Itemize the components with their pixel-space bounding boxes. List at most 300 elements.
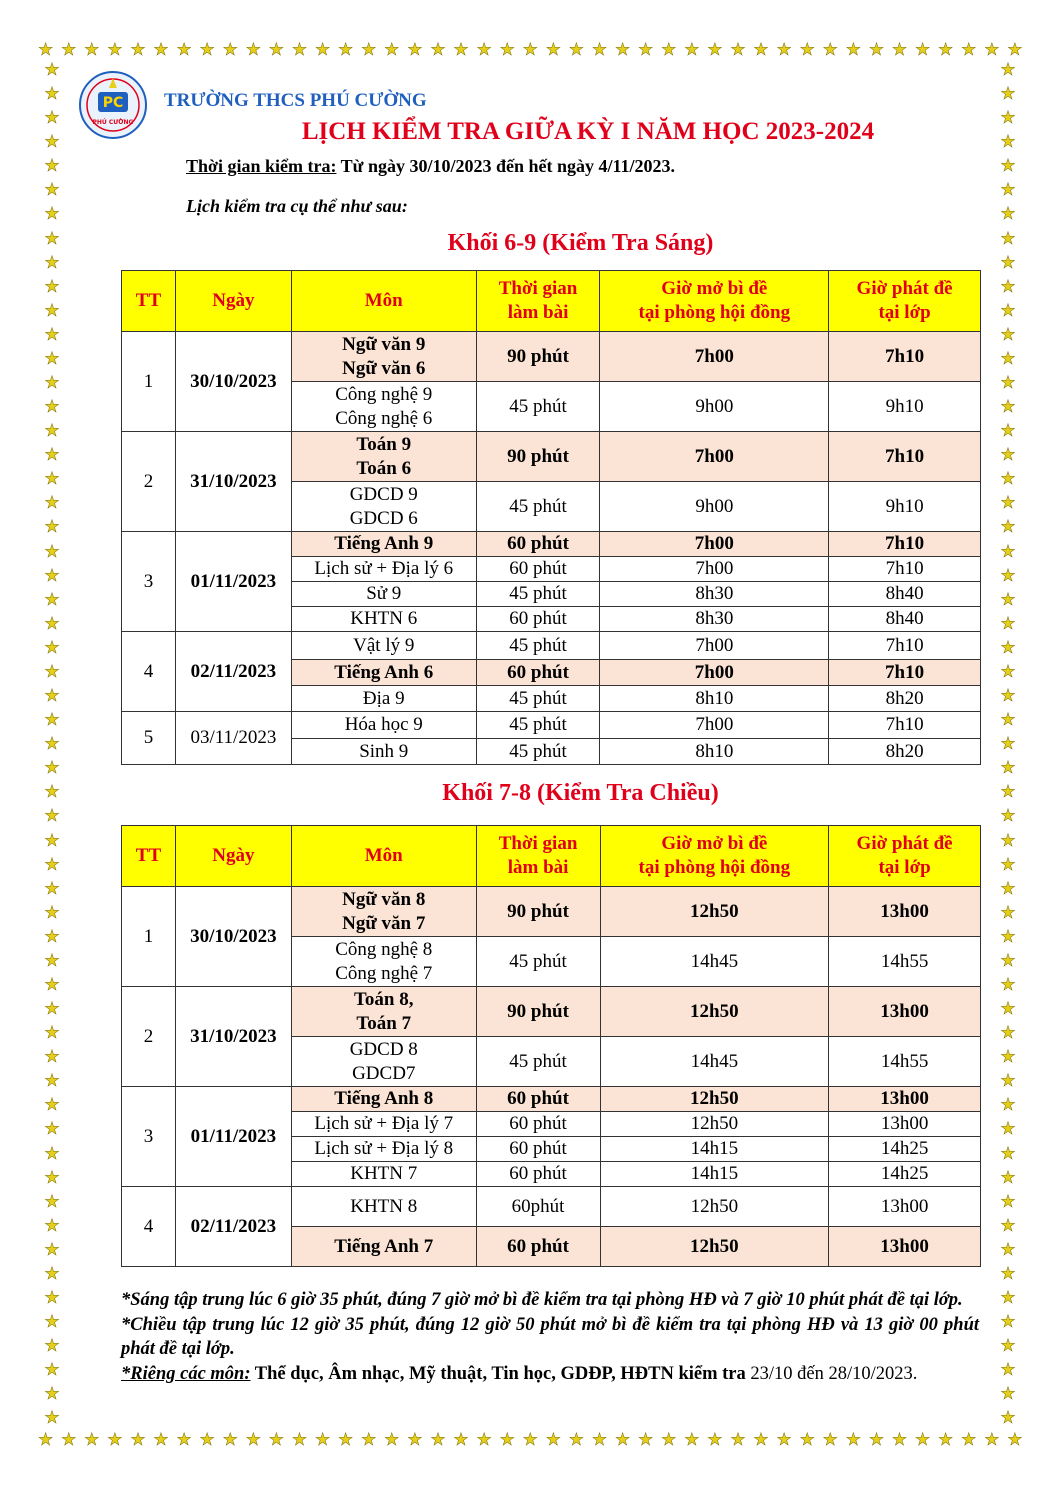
table-row	[122, 887, 981, 937]
cell-duration: 60 phút	[476, 1227, 600, 1267]
star-icon: ★	[153, 40, 169, 60]
cell-subject: Lịch sử + Địa lý 8	[291, 1137, 476, 1162]
cell-subject: Vật lý 9	[291, 632, 476, 660]
cell-open-time: 12h50	[600, 887, 829, 937]
star-icon: ★	[1000, 276, 1016, 297]
star-icon: ★	[130, 40, 146, 60]
star-icon: ★	[338, 1430, 354, 1450]
star-icon: ★	[199, 40, 215, 60]
star-icon: ★	[1000, 758, 1016, 779]
column-header: Ngày	[175, 271, 291, 332]
school-name: TRƯỜNG THCS PHÚ CƯỜNG	[164, 90, 427, 111]
star-icon: ★	[44, 1384, 60, 1405]
star-icon: ★	[291, 1430, 308, 1450]
star-icon: ★	[707, 1430, 723, 1450]
cell-subject: Ngữ văn 8 Ngữ văn 7	[291, 887, 476, 937]
star-icon: ★	[1000, 999, 1016, 1020]
note-special-subjects: Thể dục, Âm nhạc, Mỹ thuật, Tin học, GDĐP, HĐTN kiểm tra	[250, 1363, 746, 1384]
star-icon: ★	[1000, 589, 1016, 610]
star-icon: ★	[44, 902, 60, 923]
star-icon: ★	[44, 1312, 60, 1333]
cell-open-time: 14h45	[600, 1037, 829, 1087]
star-icon: ★	[291, 40, 308, 60]
star-icon: ★	[845, 40, 861, 60]
cell-duration: 60 phút	[476, 1137, 600, 1162]
star-icon: ★	[153, 1430, 169, 1450]
table-row	[122, 432, 981, 482]
cell-date: 31/10/2023	[175, 987, 291, 1087]
star-icon: ★	[44, 734, 60, 755]
star-icon: ★	[961, 40, 977, 60]
star-icon: ★	[44, 637, 60, 658]
cell-duration: 45 phút	[476, 739, 600, 765]
star-icon: ★	[44, 710, 60, 731]
star-border-top	[38, 42, 1023, 59]
cell-date: 01/11/2023	[175, 532, 291, 632]
star-icon: ★	[1000, 180, 1016, 201]
star-icon: ★	[1000, 469, 1016, 490]
star-icon: ★	[176, 40, 192, 60]
star-icon: ★	[1000, 902, 1016, 923]
star-icon: ★	[1000, 565, 1016, 586]
star-icon: ★	[776, 1430, 792, 1450]
star-icon: ★	[1000, 1047, 1016, 1068]
cell-subject: Toán 8, Toán 7	[291, 987, 476, 1037]
star-icon: ★	[314, 1430, 331, 1450]
cell-issue-time: 13h00	[829, 887, 981, 937]
star-icon: ★	[384, 40, 400, 60]
cell-duration: 90 phút	[476, 887, 600, 937]
star-icon: ★	[1000, 686, 1016, 707]
star-icon: ★	[44, 445, 60, 466]
cell-open-time: 14h15	[600, 1162, 829, 1187]
star-icon: ★	[614, 40, 631, 60]
star-icon: ★	[44, 1095, 60, 1116]
star-icon: ★	[1000, 300, 1016, 321]
star-icon: ★	[44, 1119, 60, 1140]
cell-tt: 1	[122, 332, 176, 432]
star-icon: ★	[44, 1263, 60, 1284]
column-header: Giờ phát đề tại lớp	[829, 271, 981, 332]
cell-issue-time: 8h20	[829, 686, 981, 712]
table-row	[122, 632, 981, 660]
star-icon: ★	[1000, 108, 1016, 129]
cell-duration: 45 phút	[476, 937, 600, 987]
cell-issue-time: 14h55	[829, 1037, 981, 1087]
star-icon: ★	[222, 1430, 238, 1450]
star-icon: ★	[845, 1430, 861, 1450]
star-icon: ★	[44, 156, 60, 177]
star-icon: ★	[44, 1336, 60, 1357]
star-icon: ★	[984, 40, 1000, 60]
cell-duration: 90 phút	[476, 332, 600, 382]
cell-duration: 90 phút	[476, 432, 600, 482]
star-icon: ★	[44, 878, 60, 899]
star-icon: ★	[1000, 1263, 1016, 1284]
star-icon: ★	[1000, 1287, 1016, 1308]
cell-open-time: 12h50	[600, 1227, 829, 1267]
star-icon: ★	[453, 40, 469, 60]
star-icon: ★	[499, 1430, 515, 1450]
cell-subject: Sử 9	[291, 582, 476, 607]
table-header-row	[122, 271, 981, 332]
star-icon: ★	[1000, 1360, 1016, 1381]
star-icon: ★	[1000, 1095, 1016, 1116]
cell-duration: 45 phút	[476, 632, 600, 660]
star-icon: ★	[1000, 1119, 1016, 1140]
star-icon: ★	[407, 1430, 423, 1450]
star-icon: ★	[1007, 40, 1023, 60]
section-title-afternoon: Khối 7-8 (Kiểm Tra Chiều)	[442, 780, 719, 806]
cell-issue-time: 7h10	[829, 712, 981, 739]
star-icon: ★	[1000, 1071, 1016, 1092]
cell-subject: Lịch sử + Địa lý 6	[291, 557, 476, 582]
cell-open-time: 7h00	[600, 332, 829, 382]
star-icon: ★	[338, 40, 354, 60]
star-icon: ★	[868, 1430, 885, 1450]
star-icon: ★	[176, 1430, 192, 1450]
star-icon: ★	[44, 348, 60, 369]
star-icon: ★	[730, 1430, 746, 1450]
star-icon: ★	[914, 1430, 931, 1450]
cell-issue-time: 13h00	[829, 987, 981, 1037]
cell-issue-time: 8h40	[829, 607, 981, 632]
star-icon: ★	[1000, 637, 1016, 658]
cell-tt: 3	[122, 532, 176, 632]
cell-subject: Công nghệ 9 Công nghệ 6	[291, 382, 476, 432]
star-icon: ★	[799, 1430, 815, 1450]
star-icon: ★	[684, 1430, 700, 1450]
cell-subject: GDCD 9 GDCD 6	[291, 482, 476, 532]
cell-duration: 45 phút	[476, 482, 600, 532]
cell-issue-time: 7h10	[829, 557, 981, 582]
star-icon: ★	[568, 1430, 585, 1450]
cell-date: 03/11/2023	[175, 712, 291, 765]
star-icon: ★	[44, 1408, 60, 1429]
cell-subject: KHTN 7	[291, 1162, 476, 1187]
star-icon: ★	[1000, 710, 1016, 731]
star-icon: ★	[1000, 373, 1016, 394]
cell-open-time: 7h00	[600, 712, 829, 739]
star-icon: ★	[638, 40, 654, 60]
star-icon: ★	[44, 926, 60, 947]
cell-duration: 45 phút	[476, 712, 600, 739]
cell-open-time: 12h50	[600, 1187, 829, 1227]
star-icon: ★	[1000, 84, 1016, 105]
star-border-left	[42, 62, 62, 1428]
schedule-table-morning	[121, 270, 981, 765]
star-icon: ★	[44, 204, 60, 225]
cell-issue-time: 14h25	[829, 1162, 981, 1187]
cell-issue-time: 9h10	[829, 482, 981, 532]
star-icon: ★	[222, 40, 238, 60]
star-icon: ★	[1000, 854, 1016, 875]
cell-issue-time: 7h10	[829, 660, 981, 686]
star-icon: ★	[661, 1430, 677, 1450]
star-icon: ★	[44, 1360, 60, 1381]
star-icon: ★	[44, 1143, 60, 1164]
cell-duration: 60 phút	[476, 532, 600, 557]
star-icon: ★	[453, 1430, 469, 1450]
star-icon: ★	[707, 40, 723, 60]
cell-duration: 60phút	[476, 1187, 600, 1227]
star-icon: ★	[130, 1430, 146, 1450]
cell-issue-time: 13h00	[829, 1087, 981, 1112]
cell-date: 30/10/2023	[175, 887, 291, 987]
star-icon: ★	[476, 1430, 492, 1450]
cell-issue-time: 13h00	[829, 1112, 981, 1137]
star-icon: ★	[1000, 878, 1016, 899]
cell-open-time: 7h00	[600, 557, 829, 582]
cell-issue-time: 13h00	[829, 1227, 981, 1267]
star-icon: ★	[44, 1239, 60, 1260]
star-icon: ★	[44, 1287, 60, 1308]
cell-subject: Ngữ văn 9 Ngữ văn 6	[291, 332, 476, 382]
star-icon: ★	[44, 782, 60, 803]
cell-duration: 45 phút	[476, 582, 600, 607]
column-header: TT	[122, 826, 176, 887]
cell-issue-time: 8h40	[829, 582, 981, 607]
star-icon: ★	[1000, 445, 1016, 466]
star-icon: ★	[799, 40, 815, 60]
cell-duration: 60 phút	[476, 660, 600, 686]
table-row	[122, 987, 981, 1037]
cell-open-time: 9h00	[600, 382, 829, 432]
cell-date: 01/11/2023	[175, 1087, 291, 1187]
cell-duration: 60 phút	[476, 1162, 600, 1187]
star-icon: ★	[44, 830, 60, 851]
table-header-row	[122, 826, 981, 887]
star-icon: ★	[361, 40, 377, 60]
star-icon: ★	[661, 40, 677, 60]
column-header: Môn	[291, 271, 476, 332]
cell-issue-time: 13h00	[829, 1187, 981, 1227]
cell-issue-time: 7h10	[829, 332, 981, 382]
column-header: Ngày	[175, 826, 291, 887]
star-icon: ★	[1000, 1239, 1016, 1260]
cell-subject: KHTN 6	[291, 607, 476, 632]
note-special	[121, 1362, 979, 1387]
star-icon: ★	[1000, 1215, 1016, 1236]
star-icon: ★	[107, 1430, 123, 1450]
star-icon: ★	[1000, 950, 1016, 971]
page-title: LỊCH KIỂM TRA GIỮA KỲ I NĂM HỌC 2023-2024	[301, 118, 875, 145]
star-icon: ★	[1000, 661, 1016, 682]
star-icon: ★	[44, 758, 60, 779]
cell-subject: Lịch sử + Địa lý 7	[291, 1112, 476, 1137]
star-icon: ★	[1000, 132, 1016, 153]
star-icon: ★	[44, 180, 60, 201]
star-icon: ★	[1000, 204, 1016, 225]
star-icon: ★	[44, 613, 60, 634]
star-icon: ★	[44, 589, 60, 610]
star-icon: ★	[199, 1430, 215, 1450]
star-icon: ★	[522, 1430, 538, 1450]
star-icon: ★	[61, 1430, 77, 1450]
star-border-bottom	[38, 1432, 1023, 1449]
star-icon: ★	[1000, 1384, 1016, 1405]
star-icon: ★	[1007, 1430, 1023, 1450]
column-header: Giờ mở bì đề tại phòng hội đồng	[600, 826, 829, 887]
cell-subject: GDCD 8 GDCD7	[291, 1037, 476, 1087]
cell-tt: 2	[122, 432, 176, 532]
star-icon: ★	[268, 1430, 285, 1450]
exam-period-label: Thời gian kiểm tra:	[186, 156, 337, 176]
schedule-table-afternoon	[121, 825, 981, 1267]
star-icon: ★	[44, 324, 60, 345]
star-icon: ★	[684, 40, 700, 60]
table-row	[122, 332, 981, 382]
star-icon: ★	[44, 517, 60, 538]
star-icon: ★	[568, 40, 585, 60]
star-icon: ★	[1000, 974, 1016, 995]
column-header: Giờ mở bì đề tại phòng hội đồng	[600, 271, 829, 332]
cell-duration: 60 phút	[476, 1112, 600, 1137]
exam-period	[186, 156, 675, 177]
star-icon: ★	[44, 493, 60, 514]
star-icon: ★	[44, 252, 60, 273]
star-icon: ★	[1000, 1143, 1016, 1164]
star-icon: ★	[1000, 348, 1016, 369]
cell-open-time: 12h50	[600, 1112, 829, 1137]
star-icon: ★	[476, 40, 492, 60]
cell-open-time: 8h10	[600, 686, 829, 712]
star-icon: ★	[984, 1430, 1000, 1450]
cell-open-time: 7h00	[600, 660, 829, 686]
cell-tt: 2	[122, 987, 176, 1087]
cell-subject: Địa 9	[291, 686, 476, 712]
cell-open-time: 8h30	[600, 582, 829, 607]
cell-open-time: 8h30	[600, 607, 829, 632]
star-icon: ★	[44, 854, 60, 875]
star-icon: ★	[38, 1430, 54, 1450]
section-title-morning: Khối 6-9 (Kiểm Tra Sáng)	[447, 230, 714, 256]
star-icon: ★	[384, 1430, 400, 1450]
cell-open-time: 14h45	[600, 937, 829, 987]
star-icon: ★	[499, 40, 515, 60]
star-icon: ★	[407, 40, 423, 60]
star-icon: ★	[822, 1430, 838, 1450]
cell-open-time: 7h00	[600, 532, 829, 557]
star-icon: ★	[868, 40, 885, 60]
cell-issue-time: 7h10	[829, 632, 981, 660]
star-icon: ★	[822, 40, 838, 60]
star-icon: ★	[44, 60, 60, 80]
cell-subject: Tiếng Anh 9	[291, 532, 476, 557]
star-icon: ★	[44, 999, 60, 1020]
star-icon: ★	[891, 1430, 908, 1450]
star-icon: ★	[44, 686, 60, 707]
star-icon: ★	[44, 565, 60, 586]
star-icon: ★	[1000, 1408, 1016, 1429]
cell-tt: 4	[122, 1187, 176, 1267]
star-icon: ★	[961, 1430, 977, 1450]
cell-duration: 45 phút	[476, 1037, 600, 1087]
star-icon: ★	[44, 806, 60, 827]
note-special-dates: 23/10 đến 28/10/2023.	[745, 1363, 918, 1384]
star-icon: ★	[44, 541, 60, 562]
note-afternoon: *Chiều tập trung lúc 12 giờ 35 phút, đúng 12 giờ 50 phút mở bì đề kiểm tra tại phòng HĐ và 13 giờ 00 phút phát đề tại lớp.	[121, 1314, 979, 1359]
star-icon: ★	[314, 40, 331, 60]
star-icon: ★	[44, 950, 60, 971]
star-icon: ★	[1000, 1023, 1016, 1044]
star-icon: ★	[753, 1430, 769, 1450]
table-row	[122, 1087, 981, 1112]
star-icon: ★	[522, 40, 538, 60]
cell-open-time: 8h10	[600, 739, 829, 765]
star-icon: ★	[1000, 60, 1016, 80]
star-icon: ★	[1000, 1336, 1016, 1357]
star-icon: ★	[268, 40, 285, 60]
cell-issue-time: 7h10	[829, 432, 981, 482]
cell-duration: 60 phút	[476, 557, 600, 582]
table-row	[122, 532, 981, 557]
star-icon: ★	[1000, 324, 1016, 345]
star-icon: ★	[44, 1215, 60, 1236]
column-header: TT	[122, 271, 176, 332]
star-icon: ★	[1000, 1167, 1016, 1188]
star-icon: ★	[44, 373, 60, 394]
star-icon: ★	[1000, 252, 1016, 273]
note-special-label: *Riêng các môn:	[121, 1363, 251, 1384]
star-icon: ★	[938, 1430, 954, 1450]
star-icon: ★	[1000, 421, 1016, 442]
star-icon: ★	[44, 661, 60, 682]
star-icon: ★	[1000, 1312, 1016, 1333]
star-icon: ★	[44, 300, 60, 321]
star-icon: ★	[914, 40, 931, 60]
column-header: Giờ phát đề tại lớp	[829, 826, 981, 887]
star-icon: ★	[44, 228, 60, 249]
star-icon: ★	[245, 1430, 261, 1450]
cell-open-time: 14h15	[600, 1137, 829, 1162]
star-icon: ★	[1000, 493, 1016, 514]
star-icon: ★	[44, 108, 60, 129]
star-icon: ★	[361, 1430, 377, 1450]
cell-tt: 5	[122, 712, 176, 765]
table-row	[122, 1187, 981, 1227]
star-icon: ★	[44, 276, 60, 297]
cell-date: 31/10/2023	[175, 432, 291, 532]
star-icon: ★	[245, 40, 261, 60]
cell-issue-time: 8h20	[829, 739, 981, 765]
cell-open-time: 7h00	[600, 432, 829, 482]
column-header: Thời gian làm bài	[476, 271, 600, 332]
logo-text-top: PC	[102, 95, 124, 111]
cell-subject: Tiếng Anh 8	[291, 1087, 476, 1112]
cell-subject: Toán 9 Toán 6	[291, 432, 476, 482]
cell-date: 30/10/2023	[175, 332, 291, 432]
star-icon: ★	[938, 40, 954, 60]
star-icon: ★	[614, 1430, 631, 1450]
note-morning: *Sáng tập trung lúc 6 giờ 35 phút, đúng 7 giờ mở bì đề kiểm tra tại phòng HĐ và 7 giờ 10 phút phát đề tại lớp.	[121, 1290, 963, 1310]
star-icon: ★	[44, 397, 60, 418]
cell-open-time: 12h50	[600, 1087, 829, 1112]
star-icon: ★	[107, 40, 123, 60]
star-icon: ★	[1000, 613, 1016, 634]
star-icon: ★	[430, 40, 446, 60]
cell-date: 02/11/2023	[175, 1187, 291, 1267]
star-icon: ★	[638, 1430, 654, 1450]
star-icon: ★	[730, 40, 746, 60]
table-row	[122, 712, 981, 739]
cell-issue-time: 7h10	[829, 532, 981, 557]
cell-subject: Tiếng Anh 6	[291, 660, 476, 686]
star-icon: ★	[44, 84, 60, 105]
cell-issue-time: 14h55	[829, 937, 981, 987]
cell-issue-time: 14h25	[829, 1137, 981, 1162]
star-icon: ★	[545, 40, 561, 60]
